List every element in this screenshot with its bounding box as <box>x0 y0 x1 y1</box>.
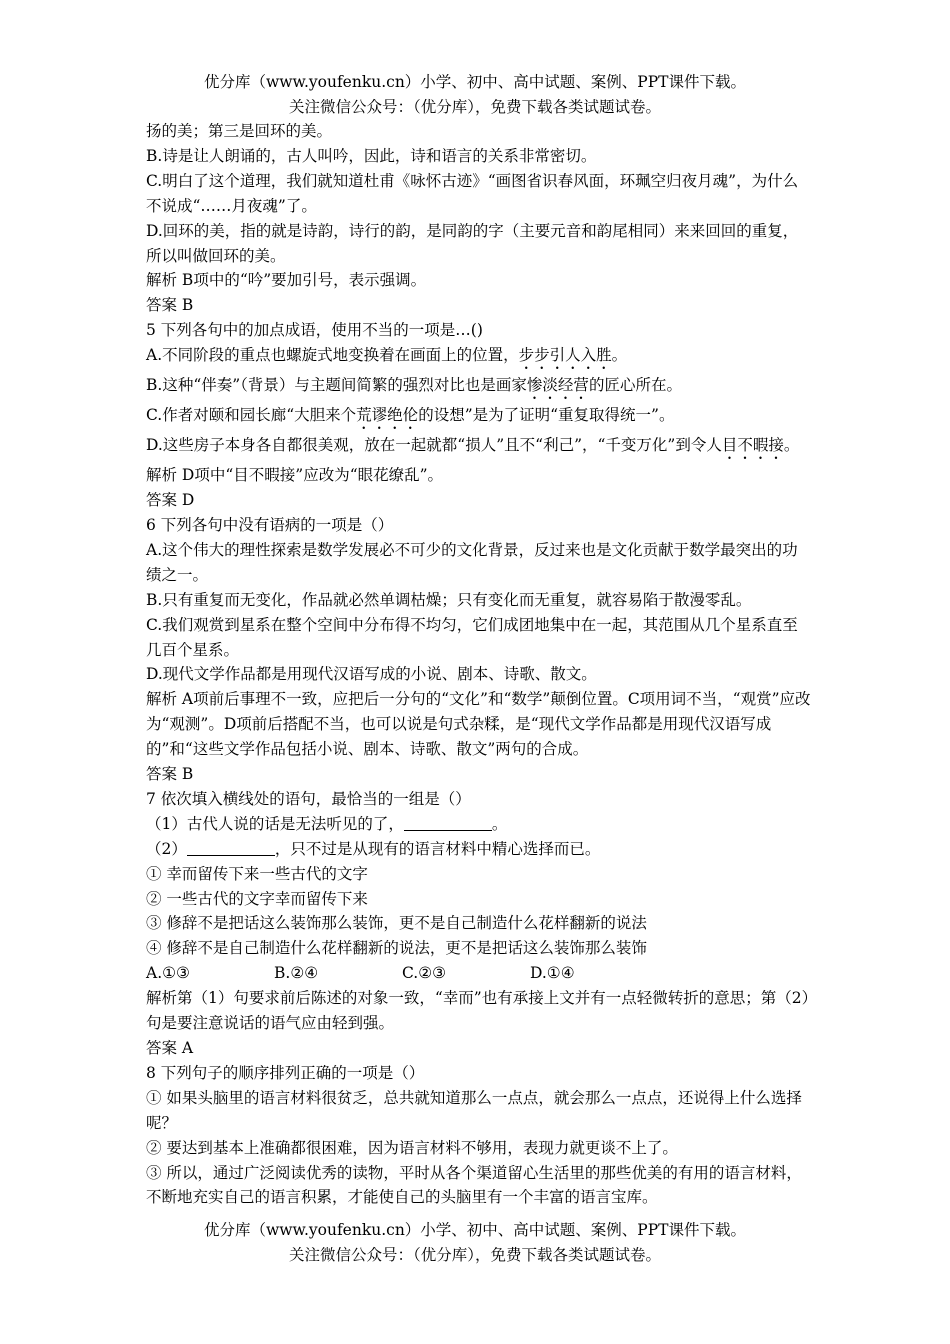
q4-option-c: C.明白了这个道理，我们就知道杜甫《咏怀古迹》“画图省识春风面，环珮空归夜月魂”，为什么不说成“……月夜魂”了。 <box>146 171 799 215</box>
q4-option-b: B.诗是让人朗诵的，古人叫吟，因此，诗和语言的关系非常密切。 <box>146 146 597 165</box>
header-line-1: 优分库（www.youfenku.cn）小学、初中、高中试题、案例、PPT课件下载。 <box>203 73 747 91</box>
q7-choices <box>146 961 812 986</box>
q4-answer: 答案 B <box>146 296 194 315</box>
q6-option-a: A.这个伟大的理性探索是数学发展必不可少的文化背景，反过来也是文化贡献于数学最突出的功绩之一。 <box>146 540 798 584</box>
q8-stem: 8 下列句子的顺序排列正确的一项是（） <box>146 1063 425 1082</box>
q8-sentence-1: ① 如果头脑里的语言材料很贫乏，总共就知道那么一点点，就会那么一点点，还说得上什么选择呢？ <box>146 1088 802 1132</box>
q7-stem: 7 依次填入横线处的语句，最恰当的一组是（） <box>146 789 471 808</box>
footer-line-1: 优分库（www.youfenku.cn）小学、初中、高中试题、案例、PPT课件下载。 <box>203 1221 747 1239</box>
q7-analysis: 解析第（1）句要求前后陈述的对象一致，“幸而”也有承接上文并有一点轻微转折的意思；第（2）句是要注意说话的语气应由轻到强。 <box>146 989 810 1033</box>
q4-continuation: 扬的美；第三是回环的美。 <box>146 122 333 140</box>
q5-answer: 答案 D <box>146 491 195 510</box>
q4-analysis: 解析 B项中的“吟”要加引号，表示强调。 <box>146 271 427 290</box>
header-line-2: 关注微信公众号：（优分库），免费下载各类试题试卷。 <box>288 98 661 116</box>
q7-answer: 答案 A <box>146 1039 194 1057</box>
footer-line-2: 关注微信公众号：（优分库），免费下载各类试题试卷。 <box>288 1246 661 1264</box>
q5-option-d: D.这些房子本身各自都很美观，放在一起就都“损人”且不“利己”，“千变万化”到令人目不暇接。 <box>146 436 800 455</box>
q8-sentence-3: ③ 所以，通过广泛阅读优秀的读物，平时从各个渠道留心生活里的那些优美的有用的语言材料，不断地充实自己的语言积累，才能使自己的头脑里有一个丰富的语言宝库。 <box>146 1163 802 1207</box>
dotted-idiom: 目不暇接 <box>721 436 784 455</box>
q7-item-1: ① 幸而留传下来一些古代的文字 <box>146 864 368 883</box>
q7-choice-d: D.①④ <box>530 964 575 983</box>
dotted-idiom: 步步引人入胜 <box>518 346 612 365</box>
q7-choice-a: A.①③ <box>146 964 190 983</box>
q5-stem: 5 下列各句中的加点成语，使用不当的一项是…() <box>146 321 483 340</box>
q6-stem: 6 下列各句中没有语病的一项是（） <box>146 515 394 534</box>
q5-option-a: A.不同阶段的重点也螺旋式地变换着在画面上的位置，步步引人入胜。 <box>146 346 628 365</box>
q7-item-4: ④ 修辞不是自己制造什么花样翻新的说法，更不是把话这么装饰那么装饰 <box>146 939 647 958</box>
q6-option-d: D.现代文学作品都是用现代汉语写成的小说、剧本、诗歌、散文。 <box>146 665 597 684</box>
page-footer <box>0 1218 950 1268</box>
q5-option-c: C.作者对颐和园长廊“大胆来个荒谬绝伦的设想”是为了证明“重复取得统一”。 <box>146 406 675 425</box>
q6-analysis: 解析 A项前后事理不一致，应把后一分句的“文化”和“数学”颠倒位置。C项用词不当，“观赏”应改为“观测”。D项前后搭配不当，也可以说是句式杂糅，是“现代文学作品都是用现代汉语写成的”和“这些文学作品包括小说、剧本、诗歌、散文”两句的合成。 <box>146 690 811 759</box>
q5-analysis: 解析 D项中“目不暇接”应改为“眼花缭乱”。 <box>146 466 444 485</box>
q6-answer: 答案 B <box>146 765 194 784</box>
document-body <box>146 119 812 1210</box>
fill-blank <box>404 814 492 831</box>
q7-sentence-2: （2） ，只不过是从现有的语言材料中精心选择而已。 <box>146 839 601 858</box>
q7-sentence-1: （1）古代人说的话是无法听见的了， 。 <box>146 814 508 833</box>
q6-option-b: B.只有重复而无变化，作品就必然单调枯燥；只有变化而无重复，就容易陷于散漫零乱。 <box>146 590 752 609</box>
q4-option-d: D.回环的美，指的就是诗韵，诗行的韵，是同韵的字（主要元音和韵尾相同）来来回回的重复，所以叫做回环的美。 <box>146 221 799 265</box>
dotted-idiom: 荒谬绝伦 <box>356 406 419 425</box>
dotted-idiom: 惨淡经营 <box>526 376 589 395</box>
q8-sentence-2: ② 要达到基本上准确都很困难，因为语言材料不够用，表现力就更谈不上了。 <box>146 1138 678 1157</box>
q7-item-3: ③ 修辞不是把话这么装饰那么装饰，更不是自己制造什么花样翻新的说法 <box>146 914 647 933</box>
q7-choice-c: C.②③ <box>402 964 447 983</box>
q5-option-b: B.这种“伴奏”（背景）与主题间简繁的强烈对比也是画家惨淡经营的匠心所在。 <box>146 376 682 395</box>
q7-choice-b: B.②④ <box>274 964 319 983</box>
q7-item-2: ② 一些古代的文字幸而留传下来 <box>146 889 368 908</box>
q6-option-c: C.我们观赏到星系在整个空间中分布得不均匀，它们成团地集中在一起，其范围从几个星系直至几百个星系。 <box>146 615 798 659</box>
page-header <box>0 70 950 120</box>
fill-blank <box>187 839 275 856</box>
